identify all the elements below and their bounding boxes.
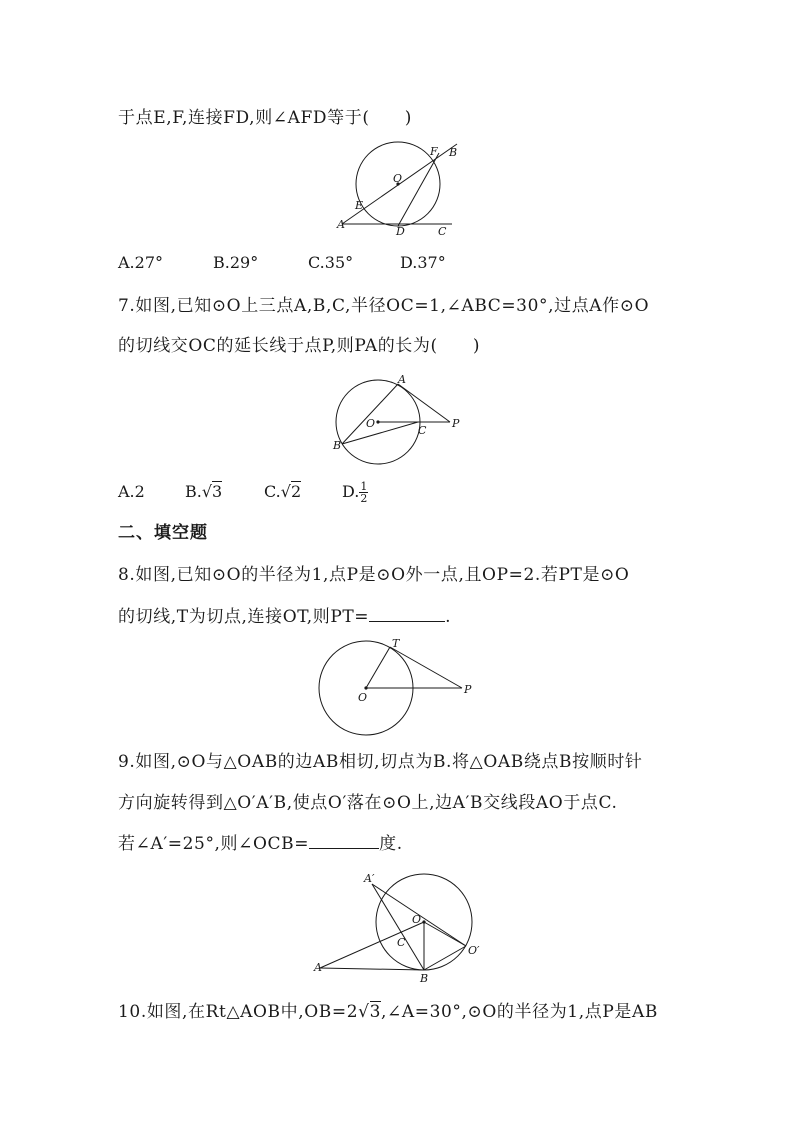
q9-line-3-prefix: 若∠A′=25°,则∠OCB= [118,834,310,854]
section-title: 二、填空题 [118,523,208,543]
q8-tangent-tp [390,647,462,688]
q8-answer-blank[interactable] [369,605,445,622]
q8-text-line-1: 8.如图,已知⊙O的半径为1,点P是⊙O外一点,且OP=2.若PT是⊙O [118,565,630,585]
q6-text-line: 于点E,F,连接FD,则∠AFD等于( ) [118,108,412,128]
q8-label-p: P [464,683,472,696]
q7-option-d-denominator: 2 [360,492,368,505]
q7-label-c: C [418,424,427,437]
q7-line-bc [342,422,418,444]
q6-label-o: O [393,172,403,185]
q7-option-b-radicand: 3 [212,482,223,501]
q7-option-d-numerator: 1 [360,480,368,493]
q8-label-o: O [358,691,368,704]
q9-label-o-prime: O′ [468,944,480,957]
q6-label-f: F [430,145,438,158]
q7-option-d-prefix: D. [342,482,360,501]
q6-figure [330,140,470,240]
q6-option-d[interactable]: D.37° [400,253,446,272]
q9-label-a-prime: A′ [364,872,375,885]
q6-label-c: C [438,225,447,238]
q7-line-ab [342,384,398,444]
q9-text-line-3 [118,832,403,856]
sqrt-symbol-icon: √ [358,1002,370,1022]
q6-label-b: B [449,146,458,159]
q9-label-o: O [412,913,422,926]
q9-answer-blank[interactable] [309,832,379,849]
q7-center-dot [376,420,379,423]
sqrt-symbol-icon: √ [280,482,291,501]
q9-line-ab [320,968,424,970]
q9-center-dot [422,920,425,923]
q7-option-c[interactable] [264,480,301,504]
q9-figure [310,866,490,986]
q6-option-c[interactable]: C.35° [308,253,354,272]
q10-suffix: ,∠A=30°,⊙O的半径为1,点P是AB [381,1002,658,1022]
q9-line-3-suffix: 度. [379,834,403,854]
q10-prefix: 10.如图,在Rt△AOB中,OB=2 [118,1002,359,1022]
q7-text-line-1: 7.如图,已知⊙O上三点A,B,C,半径OC=1,∠ABC=30°,过点A作⊙O [118,296,650,316]
q7-option-d[interactable] [342,480,368,504]
q9-line-a1b [372,884,424,970]
q7-option-b[interactable] [185,480,222,504]
q8-text-line-2 [118,605,451,629]
q7-option-d-fraction [359,481,368,504]
sqrt-symbol-icon: √ [201,482,213,501]
q9-text-line-2: 方向旋转得到△O′A′B,使点O′落在⊙O上,边A′B交线段AO于点C. [118,793,618,813]
q8-center-dot [364,686,367,689]
q8-label-t: T [392,637,400,650]
q8-figure [318,635,478,741]
q9-text-line-1: 9.如图,⊙O与△OAB的边AB相切,切点为B.将△OAB绕点B按顺时针 [118,752,643,772]
q8-line-2-suffix: . [445,607,452,627]
q7-label-p: P [452,417,460,430]
q7-figure [330,370,470,470]
q6-label-a: A [337,218,345,231]
q9-line-o1b [424,946,466,970]
q7-option-a[interactable]: A.2 [118,482,145,501]
q6-line-fd [398,153,439,226]
q7-label-a: A [398,373,406,386]
q9-line-oo1 [424,922,466,946]
q7-option-b-prefix: B. [185,482,202,501]
q8-radius-ot [366,647,390,688]
q9-label-b: B [420,972,429,985]
q6-label-d: D [396,225,405,238]
q7-option-c-radicand: 2 [290,482,302,501]
q7-text-line-2: 的切线交OC的延长线于点P,则PA的长为( ) [118,336,481,356]
q7-label-b: B [333,439,342,452]
q8-line-2-prefix: 的切线,T为切点,连接OT,则PT= [118,607,370,627]
q9-label-c: C [397,936,406,949]
q7-label-o: O [366,417,376,430]
q10-text-line [118,1000,658,1024]
q6-option-b[interactable]: B.29° [213,253,259,272]
q6-option-a[interactable]: A.27° [118,253,163,272]
q7-tangent-ap [398,384,450,422]
q6-label-e: E [355,199,364,212]
q10-radicand: 3 [369,1002,382,1022]
q9-label-a: A [314,961,322,974]
q7-option-c-prefix: C. [264,482,281,501]
